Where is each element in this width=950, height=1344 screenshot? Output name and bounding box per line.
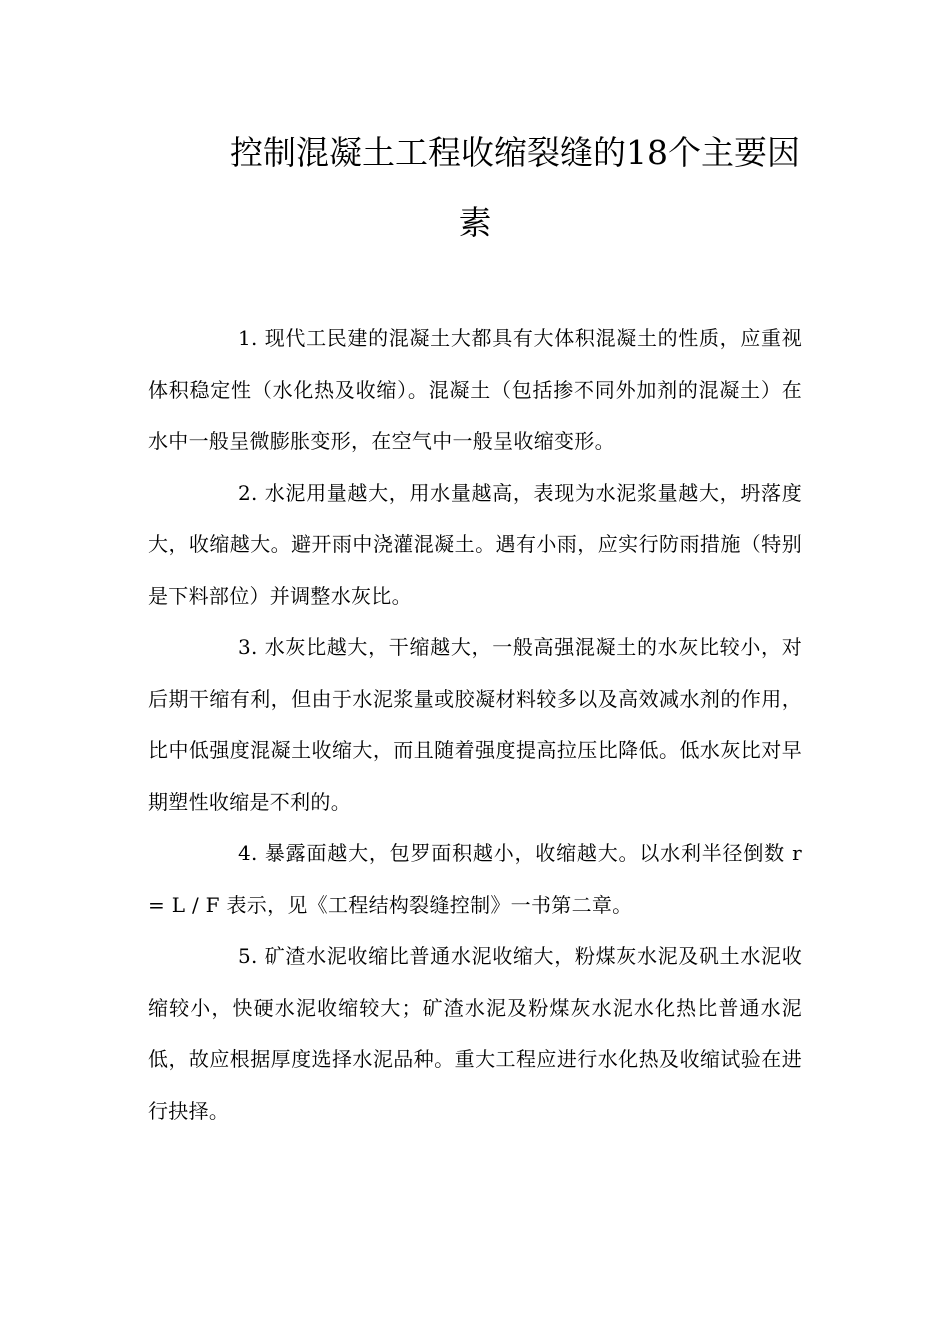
- title-line-2: 素: [458, 203, 492, 242]
- paragraph-1: 1. 现代工民建的混凝土大都具有大体积混凝土的性质，应重视体积稳定性（水化热及收缩）。混凝土（包括掺不同外加剂的混凝土）在水中一般呈微膨胀变形，在空气中一般呈收缩变形。: [148, 326, 802, 453]
- paragraph-2: 2. 水泥用量越大，用水量越高，表现为水泥浆量越大，坍落度大，收缩越大。避开雨中浇灌混凝土。遇有小雨，应实行防雨措施（特别是下料部位）并调整水灰比。: [148, 480, 802, 608]
- paragraph-4: 4. 暴露面越大，包罗面积越小，收缩越大。以水利半径倒数 r = L / F 表示，见《工程结构裂缝控制》一书第二章。: [148, 841, 802, 917]
- paragraph-5: 5. 矿渣水泥收缩比普通水泥收缩大，粉煤灰水泥及矾土水泥收缩较小，快硬水泥收缩较大；矿渣水泥及粉煤灰水泥水化热比普通水泥低，故应根据厚度选择水泥品种。重大工程应进行水化热及收缩试验在进行抉择。: [148, 944, 802, 1123]
- title-line-1: 控制混凝土工程收缩裂缝的18个主要因: [230, 133, 800, 172]
- document-body: [148, 313, 802, 1137]
- document-title: [148, 118, 802, 258]
- paragraph-3: 3. 水灰比越大，干缩越大，一般高强混凝土的水灰比较小，对后期干缩有利，但由于水泥浆量或胶凝材料较多以及高效减水剂的作用，比中低强度混凝土收缩大，而且随着强度提高拉压比降低。低水灰比对早期塑性收缩是不利的。: [148, 635, 802, 814]
